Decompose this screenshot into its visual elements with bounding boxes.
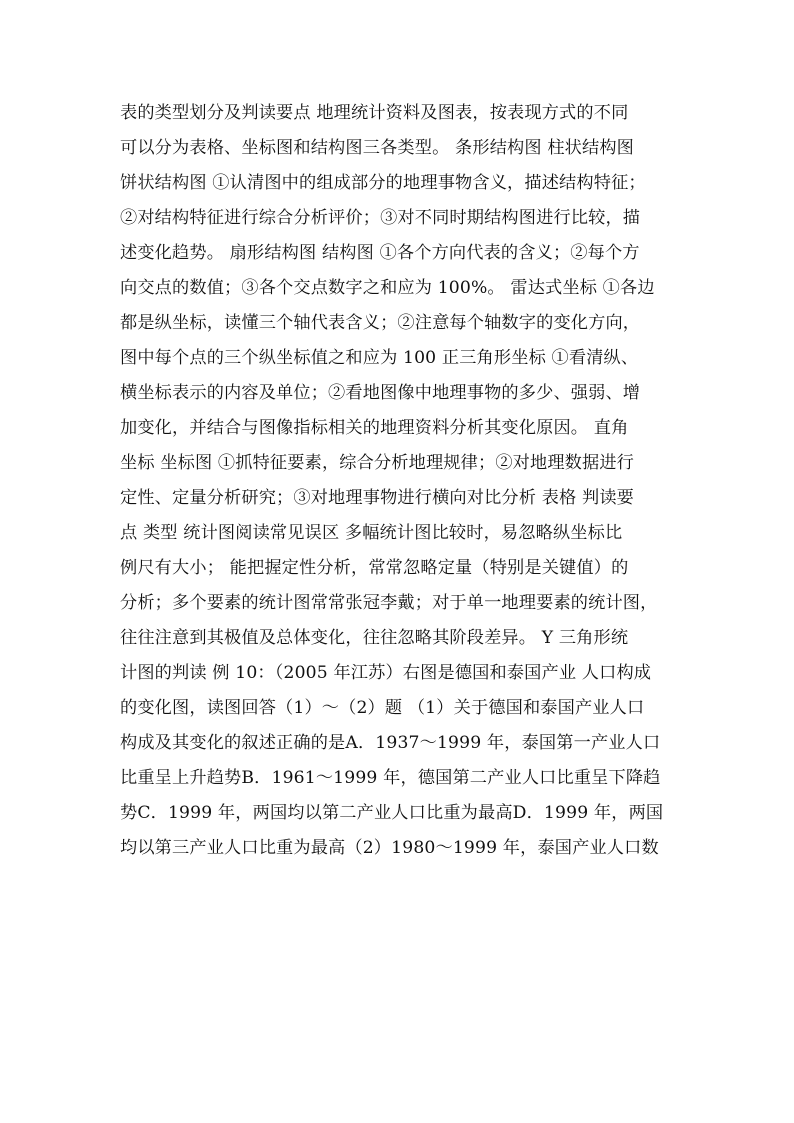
text-line: 定性、定量分析研究；③对地理事物进行横向对比分析 表格 判读要 <box>120 488 635 508</box>
text-line: 横坐标表示的内容及单位；②看地图像中地理事物的多少、强弱、增 <box>120 383 641 403</box>
text-line: 饼状结构图 ①认清图中的组成部分的地理事物含义，描述结构特征； <box>120 173 646 193</box>
text-line: 势C．1999 年，两国均以第二产业人口比重为最高D．1999 年，两国 <box>120 803 664 823</box>
text-line: 可以分为表格、坐标图和结构图三各类型。 条形结构图 柱状结构图 <box>120 138 635 158</box>
text-line: 都是纵坐标，读懂三个轴代表含义；②注意每个轴数字的变化方向， <box>120 313 641 333</box>
text-line: 例尺有大小； 能把握定性分析，常常忽略定量（特别是关键值）的 <box>120 558 629 578</box>
text-line: 坐标 坐标图 ①抓特征要素，综合分析地理规律；②对地理数据进行 <box>120 453 635 473</box>
text-line: 图中每个点的三个纵坐标值之和应为 100 正三角形坐标 ①看清纵、 <box>120 348 639 368</box>
text-line: 表的类型划分及判读要点 地理统计资料及图表，按表现方式的不同 <box>120 103 629 123</box>
text-line: 加变化，并结合与图像指标相关的地理资料分析其变化原因。 直角 <box>120 418 629 438</box>
text-line: 比重呈上升趋势B．1961～1999 年，德国第二产业人口比重呈下降趋 <box>120 768 661 788</box>
text-line: 均以第三产业人口比重为最高（2）1980～1999 年，泰国产业人口数 <box>120 838 659 858</box>
body-text <box>120 96 680 866</box>
text-line: 往往注意到其极值及总体变化，往往忽略其阶段差异。 Y 三角形统 <box>120 628 629 648</box>
text-line: 述变化趋势。 扇形结构图 结构图 ①各个方向代表的含义；②每个方 <box>120 243 640 263</box>
text-line: 向交点的数值；③各个交点数字之和应为 100%。 雷达式坐标 ①各边 <box>120 278 655 298</box>
text-line: 点 类型 统计图阅读常见误区 多幅统计图比较时，易忽略纵坐标比 <box>120 523 623 543</box>
text-line: 分析；多个要素的统计图常常张冠李戴；对于单一地理要素的统计图， <box>120 593 658 613</box>
text-line: ②对结构特征进行综合分析评价；③对不同时期结构图进行比较，描 <box>120 208 641 228</box>
text-line: 计图的判读 例 10：（2005 年江苏）右图是德国和泰国产业 人口构成 <box>120 663 652 683</box>
text-line: 的变化图，读图回答（1）～（2）题 （1）关于德国和泰国产业人口 <box>120 698 645 718</box>
text-line: 构成及其变化的叙述正确的是A．1937～1999 年，泰国第一产业人口 <box>120 733 661 753</box>
